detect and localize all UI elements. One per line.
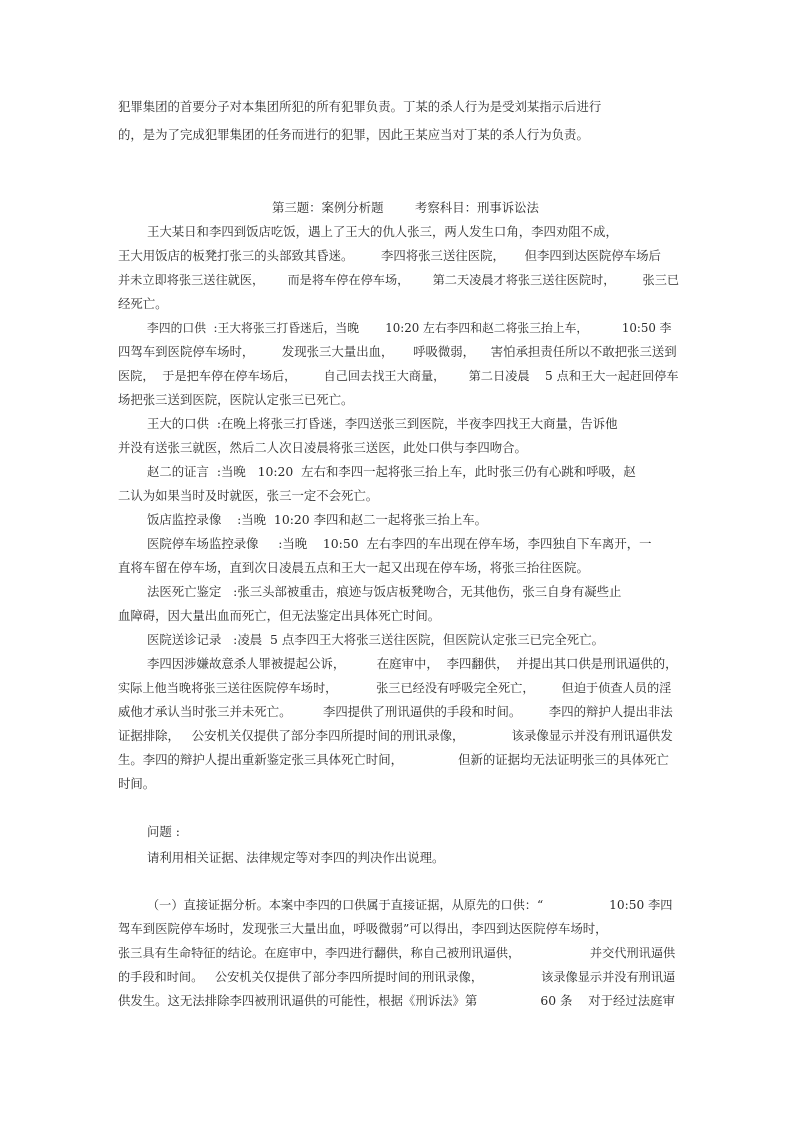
answer-line-4: 的手段和时间。 公安机关仅提供了部分李四所提时间的刑讯录像， 该录像显示并没有刑讯逼 [118, 970, 676, 984]
case-line-9: 王大的口供 :在晚上将张三打昏迷，李四送张三到医院，半夜李四找王大商量，告诉他 [147, 416, 618, 431]
case-line-6: 四驾车到医院停车场时， 发现张三大量出血， 呼吸微弱， 害怕承担责任所以不敢把张三送到 [118, 344, 677, 359]
answer-line-5: 供发生。这无法排除李四被刑讯逼供的可能性，根据《刑诉法》第 60 条 对于经过法庭审 [118, 993, 675, 1008]
case-line-20: 实际上他当晚将张三送往医院停车场时， 张三已经没有呼吸完全死亡， 但迫于侦查人员的淫 [118, 681, 672, 695]
case-line-13: 饭店监控录像 :当晚 10:20 李四和赵二一起将张三抬上车。 [147, 512, 488, 527]
case-line-4: 经死亡。 [118, 296, 168, 311]
case-line-14: 医院停车场监控录像 :当晚 10:50 左右李四的车出现在停车场，李四独自下车离开，一 [147, 536, 652, 551]
case-line-15: 直将车留在停车场，直到次日凌晨五点和王大一起又出现在停车场，将张三抬往医院。 [118, 560, 589, 575]
question-text: 请利用相关证据、法律规定等对李四的判决作出说理。 [147, 850, 445, 865]
case-line-21: 威他才承认当时张三并未死亡。 李四提供了刑讯逼供的手段和时间。 李四的辩护人提出非法 [118, 704, 673, 719]
case-line-1: 王大某日和李四到饭店吃饭，遇上了王大的仇人张三，两人发生口角，李四劝阻不成， [147, 224, 618, 239]
answer-line-3: 张三具有生命特征的结论。在庭审中，李四进行翻供，称自己被刑讯逼供， 并交代刑讯逼供 [118, 946, 676, 960]
case-line-18: 医院送诊记录 :凌晨 5 点李四王大将张三送往医院，但医院认定张三已完全死亡。 [147, 632, 604, 647]
answer-line-1: （一）直接证据分析。本案中李四的口供属于直接证据，从原先的口供：“ 10:50 李四 [147, 898, 673, 912]
case-line-10: 并没有送张三就医，然后二人次日凌晨将张三送医，此处口供与李四吻合。 [118, 440, 527, 455]
intro-line-1: 犯罪集团的首要分子对本集团所犯的所有犯罪负责。丁某的杀人行为是受刘某指示后进行 [118, 99, 602, 114]
case-line-22: 证据排除， 公安机关仅提供了部分李四所提时间的刑讯录像， 该录像显示并没有刑讯逼供发 [118, 728, 673, 743]
question-label: 问题 : [147, 824, 180, 839]
case-line-11: 赵二的证言 :当晚 10:20 左右和李四一起将张三抬上车，此时张三仍有心跳和呼吸，赵 [147, 464, 636, 479]
case-line-23: 生。李四的辩护人提出重新鉴定张三具体死亡时间， 但新的证据均无法证明张三的具体死亡 [118, 752, 669, 767]
case-line-12: 二认为如果当时及时就医，张三一定不会死亡。 [118, 488, 379, 503]
case-line-7: 医院， 于是把车停在停车场后， 自己回去找王大商量， 第二日凌晨 5 点和王大一起赶回停车 [118, 369, 679, 383]
case-line-24: 时间。 [118, 776, 156, 791]
intro-line-2: 的，是为了完成犯罪集团的任务而进行的犯罪，因此王某应当对丁某的杀人行为负责。 [118, 127, 589, 142]
case-line-17: 血障碍，因大量出血而死亡，但无法鉴定出具体死亡时间。 [118, 608, 441, 623]
answer-line-2: 驾车到医院停车场时，发现张三大量出血，呼吸微弱”可以得出，李四到达医院停车场时， [118, 921, 608, 936]
case-line-3: 并未立即将张三送往就医， 而是将车停在停车场， 第二天凌晨才将张三送往医院时， 张三已 [118, 273, 680, 287]
case-line-16: 法医死亡鉴定 :张三头部被重击，痕迹与饭店板凳吻合，无其他伤，张三自身有凝些止 [147, 584, 622, 599]
case-line-2: 王大用饭店的板凳打张三的头部致其昏迷。 李四将张三送往医院， 但李四到达医院停车场后 [118, 248, 661, 263]
case-line-19: 李四因涉嫌故意杀人罪被提起公诉， 在庭审中， 李四翻供， 并提出其口供是刑讯逼供的， [147, 656, 678, 671]
section-title: 第三题：案例分析题 考察科目：刑事诉讼法 [272, 200, 539, 215]
case-line-5: 李四的口供 :王大将张三打昏迷后，当晚 10:20 左右李四和赵二将张三抬上车， 10:50 李 [147, 321, 672, 335]
case-line-8: 场把张三送到医院，医院认定张三已死亡。 [118, 392, 354, 407]
